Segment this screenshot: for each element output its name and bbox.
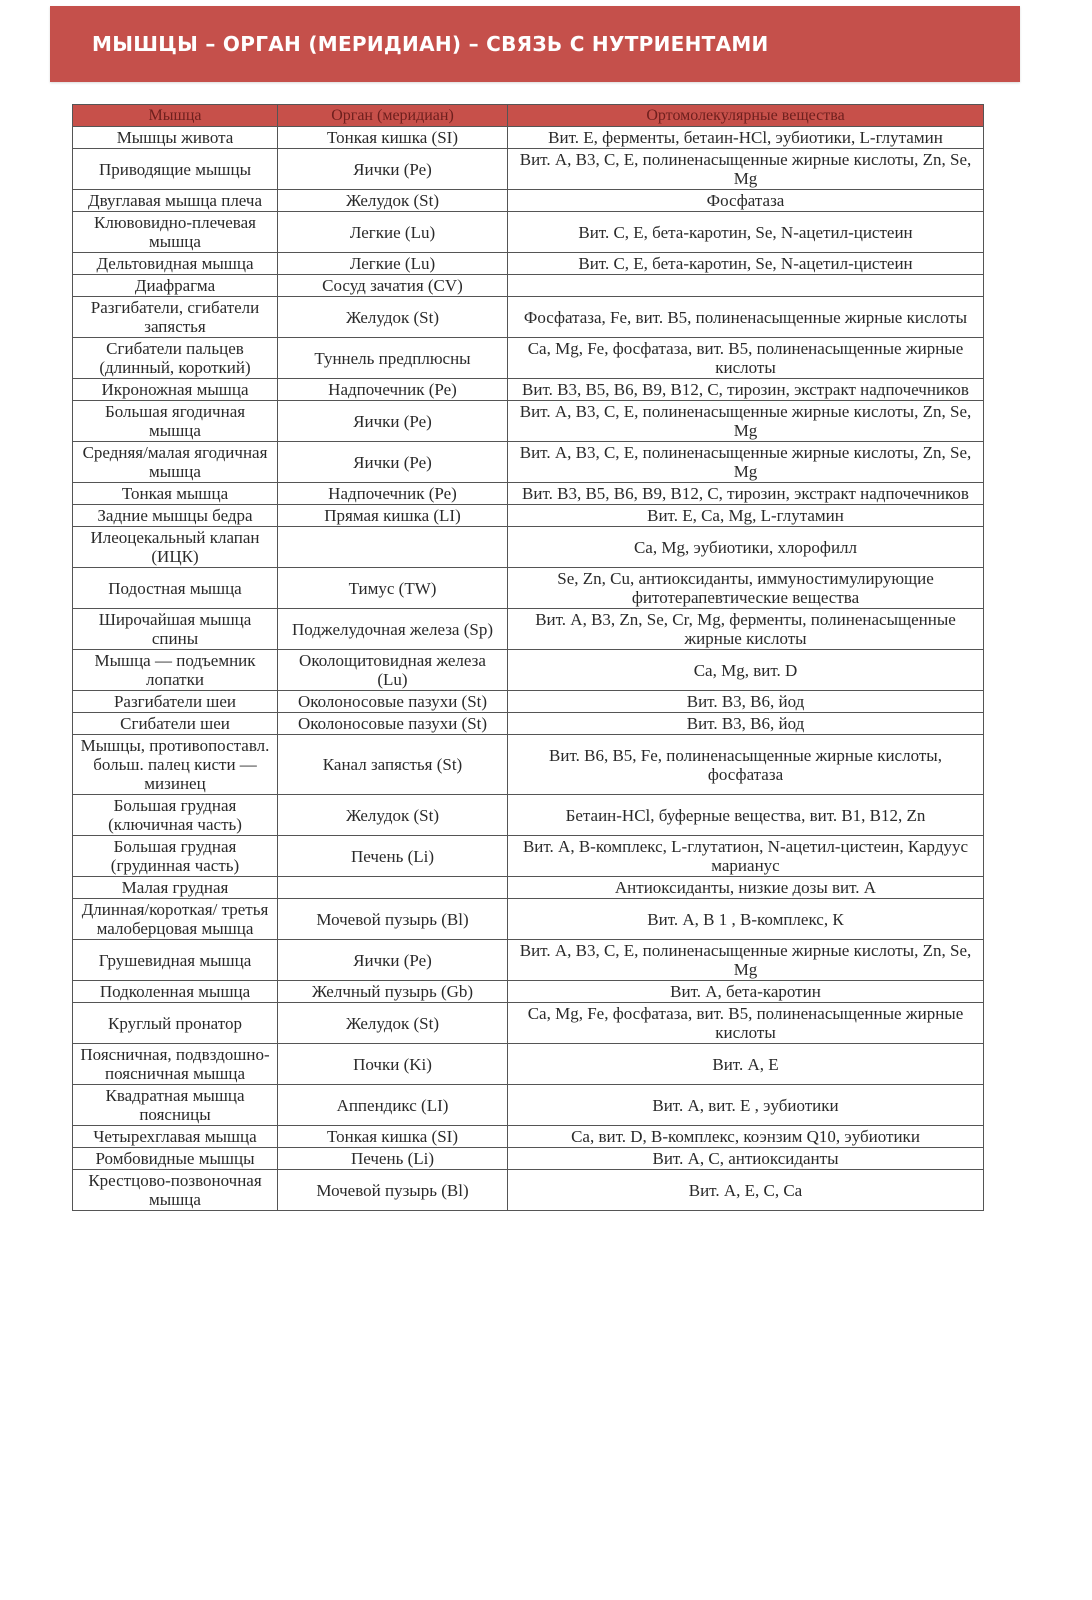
page-title: МЫШЦЫ – ОРГАН (МЕРИДИАН) – СВЯЗЬ С НУТРИЕНТАМИ (92, 32, 769, 56)
table-header-row (73, 105, 984, 127)
muscle-cell: Большая ягодичная мышца (73, 401, 278, 442)
organ-cell (278, 527, 508, 568)
table-row (73, 609, 984, 650)
muscle-cell: Илеоцекальный клапан (ИЦК) (73, 527, 278, 568)
organ-cell: Желчный пузырь (Gb) (278, 981, 508, 1003)
table-row (73, 1003, 984, 1044)
table-row (73, 253, 984, 275)
substances-cell: Вит. С, Е, бета-каротин, Se, N-ацетил-цистеин (508, 212, 984, 253)
table-row (73, 127, 984, 149)
muscle-cell: Мышцы, противопоставл. больш. палец кисти — мизинец (73, 735, 278, 795)
organ-cell: Желудок (St) (278, 795, 508, 836)
organ-cell: Желудок (St) (278, 1003, 508, 1044)
muscle-cell: Мышца — подъемник лопатки (73, 650, 278, 691)
organ-cell: Мочевой пузырь (Bl) (278, 899, 508, 940)
muscle-cell: Широчайшая мышца спины (73, 609, 278, 650)
table-row (73, 442, 984, 483)
table-row (73, 691, 984, 713)
substances-cell: Са, Mg, вит. D (508, 650, 984, 691)
muscle-cell: Подостная мышца (73, 568, 278, 609)
muscle-cell: Диафрагма (73, 275, 278, 297)
substances-cell: Вит. А, В-комплекс, L-глутатион, N-ацетил-цистеин, Кардуус марианус (508, 836, 984, 877)
substances-cell (508, 275, 984, 297)
substances-cell: Вит. Е, ферменты, бетаин-HCl, эубиотики, L-глутамин (508, 127, 984, 149)
table-row (73, 981, 984, 1003)
table-row (73, 735, 984, 795)
table-row (73, 877, 984, 899)
muscle-organ-nutrient-table (72, 104, 984, 1211)
substances-cell: Са, Mg, Fe, фосфатаза, вит. В5, полиненасыщенные жирные кислоты (508, 338, 984, 379)
organ-cell: Надпочечник (Ре) (278, 483, 508, 505)
organ-cell: Туннель предплюсны (278, 338, 508, 379)
muscle-cell: Дельтовидная мышца (73, 253, 278, 275)
muscle-cell: Задние мышцы бедра (73, 505, 278, 527)
muscle-cell: Разгибатели шеи (73, 691, 278, 713)
column-header-organ: Орган (меридиан) (278, 105, 508, 127)
table-row (73, 568, 984, 609)
table-row (73, 483, 984, 505)
substances-cell: Вит. В6, В5, Fe, полиненасыщенные жирные кислоты, фосфатаза (508, 735, 984, 795)
substances-cell: Вит. А, В3, С, Е, полиненасыщенные жирные кислоты, Zn, Se, Mg (508, 149, 984, 190)
muscle-cell: Мышцы живота (73, 127, 278, 149)
substances-cell: Вит. А, В 1 , В-комплекс, К (508, 899, 984, 940)
muscle-cell: Двуглавая мышца плеча (73, 190, 278, 212)
organ-cell: Тонкая кишка (SI) (278, 1126, 508, 1148)
organ-cell: Легкие (Lu) (278, 253, 508, 275)
table-row (73, 795, 984, 836)
organ-cell: Поджелудочная железа (Sp) (278, 609, 508, 650)
substances-cell: Вит. А, С, антиоксиданты (508, 1148, 984, 1170)
table-row (73, 1148, 984, 1170)
substances-cell: Вит. А, В3, С, Е, полиненасыщенные жирные кислоты, Zn, Se, Mg (508, 940, 984, 981)
muscle-cell: Большая грудная (грудинная часть) (73, 836, 278, 877)
muscle-cell: Ромбовидные мышцы (73, 1148, 278, 1170)
substances-cell: Са, Mg, эубиотики, хлорофилл (508, 527, 984, 568)
muscle-cell: Четырехглавая мышца (73, 1126, 278, 1148)
organ-cell: Прямая кишка (LI) (278, 505, 508, 527)
organ-cell: Яички (Ре) (278, 442, 508, 483)
substances-cell: Фосфатаза, Fe, вит. В5, полиненасыщенные жирные кислоты (508, 297, 984, 338)
muscle-cell: Сгибатели пальцев (длинный, короткий) (73, 338, 278, 379)
organ-cell: Желудок (St) (278, 297, 508, 338)
substances-cell: Вит. А, Е, С, Са (508, 1170, 984, 1211)
substances-cell: Фосфатаза (508, 190, 984, 212)
table-row (73, 899, 984, 940)
table-row (73, 275, 984, 297)
muscle-cell: Разгибатели, сгибатели запястья (73, 297, 278, 338)
organ-cell (278, 877, 508, 899)
substances-cell: Вит. А, В3, Zn, Se, Cr, Mg, ферменты, полиненасыщенные жирные кислоты (508, 609, 984, 650)
muscle-cell: Квадратная мышца поясницы (73, 1085, 278, 1126)
organ-cell: Околоносовые пазухи (St) (278, 691, 508, 713)
organ-cell: Желудок (St) (278, 190, 508, 212)
substances-cell: Вит. В3, В5, В6, В9, В12, С, тирозин, экстракт надпочечников (508, 379, 984, 401)
substances-cell: Вит. А, В3, С, Е, полиненасыщенные жирные кислоты, Zn, Se, Mg (508, 442, 984, 483)
table-row (73, 297, 984, 338)
organ-cell: Тонкая кишка (SI) (278, 127, 508, 149)
title-banner (50, 6, 1020, 82)
muscle-cell: Большая грудная (ключичная часть) (73, 795, 278, 836)
substances-cell: Вит. С, Е, бета-каротин, Se, N-ацетил-цистеин (508, 253, 984, 275)
table-row (73, 338, 984, 379)
muscle-cell: Подколенная мышца (73, 981, 278, 1003)
table-row (73, 650, 984, 691)
organ-cell: Тимус (TW) (278, 568, 508, 609)
substances-cell: Вит. А, Е (508, 1044, 984, 1085)
column-header-muscle: Мышца (73, 105, 278, 127)
table-row (73, 527, 984, 568)
organ-cell: Почки (Ki) (278, 1044, 508, 1085)
substances-cell: Антиоксиданты, низкие дозы вит. А (508, 877, 984, 899)
organ-cell: Аппендикс (LI) (278, 1085, 508, 1126)
substances-cell: Вит. А, В3, С, Е, полиненасыщенные жирные кислоты, Zn, Se, Mg (508, 401, 984, 442)
organ-cell: Печень (Li) (278, 836, 508, 877)
organ-cell: Яички (Ре) (278, 401, 508, 442)
table-row (73, 713, 984, 735)
substances-cell: Вит. В3, В6, йод (508, 691, 984, 713)
organ-cell: Канал запястья (St) (278, 735, 508, 795)
organ-cell: Яички (Ре) (278, 149, 508, 190)
table-row (73, 401, 984, 442)
substances-cell: Вит. В3, В6, йод (508, 713, 984, 735)
organ-cell: Легкие (Lu) (278, 212, 508, 253)
muscle-cell: Поясничная, подвздошно-поясничная мышца (73, 1044, 278, 1085)
substances-cell: Вит. В3, В5, В6, В9, В12, С, тирозин, экстракт надпочечников (508, 483, 984, 505)
substances-cell: Бетаин-HCl, буферные вещества, вит. В1, В12, Zn (508, 795, 984, 836)
muscle-cell: Клювовидно-плечевая мышца (73, 212, 278, 253)
muscle-cell: Крестцово-позвоночная мышца (73, 1170, 278, 1211)
organ-cell: Сосуд зачатия (CV) (278, 275, 508, 297)
table-row (73, 149, 984, 190)
table-row (73, 836, 984, 877)
organ-cell: Околоносовые пазухи (St) (278, 713, 508, 735)
table-row (73, 212, 984, 253)
muscle-cell: Икроножная мышца (73, 379, 278, 401)
organ-cell: Печень (Li) (278, 1148, 508, 1170)
column-header-substances: Ортомолекулярные вещества (508, 105, 984, 127)
table-row (73, 1044, 984, 1085)
table-row (73, 190, 984, 212)
organ-cell: Яички (Ре) (278, 940, 508, 981)
substances-cell: Вит. Е, Са, Mg, L-глутамин (508, 505, 984, 527)
table-row (73, 505, 984, 527)
muscle-cell: Малая грудная (73, 877, 278, 899)
muscle-cell: Средняя/малая ягодичная мышца (73, 442, 278, 483)
muscle-cell: Длинная/короткая/ третья малоберцовая мышца (73, 899, 278, 940)
muscle-cell: Тонкая мышца (73, 483, 278, 505)
substances-cell: Se, Zn, Cu, антиоксиданты, иммуностимулирующие фитотерапевтические вещества (508, 568, 984, 609)
organ-cell: Мочевой пузырь (Bl) (278, 1170, 508, 1211)
table-row (73, 1085, 984, 1126)
muscle-cell: Грушевидная мышца (73, 940, 278, 981)
muscle-cell: Сгибатели шеи (73, 713, 278, 735)
substances-cell: Вит. А, вит. Е , эубиотики (508, 1085, 984, 1126)
muscle-cell: Приводящие мышцы (73, 149, 278, 190)
organ-cell: Околощитовидная железа (Lu) (278, 650, 508, 691)
substances-cell: Са, Mg, Fe, фосфатаза, вит. В5, полиненасыщенные жирные кислоты (508, 1003, 984, 1044)
organ-cell: Надпочечник (Ре) (278, 379, 508, 401)
muscle-cell: Круглый пронатор (73, 1003, 278, 1044)
table-row (73, 1170, 984, 1211)
table-row (73, 379, 984, 401)
table-row (73, 940, 984, 981)
substances-cell: Са, вит. D, В-комплекс, коэнзим Q10, эубиотики (508, 1126, 984, 1148)
table-row (73, 1126, 984, 1148)
substances-cell: Вит. А, бета-каротин (508, 981, 984, 1003)
